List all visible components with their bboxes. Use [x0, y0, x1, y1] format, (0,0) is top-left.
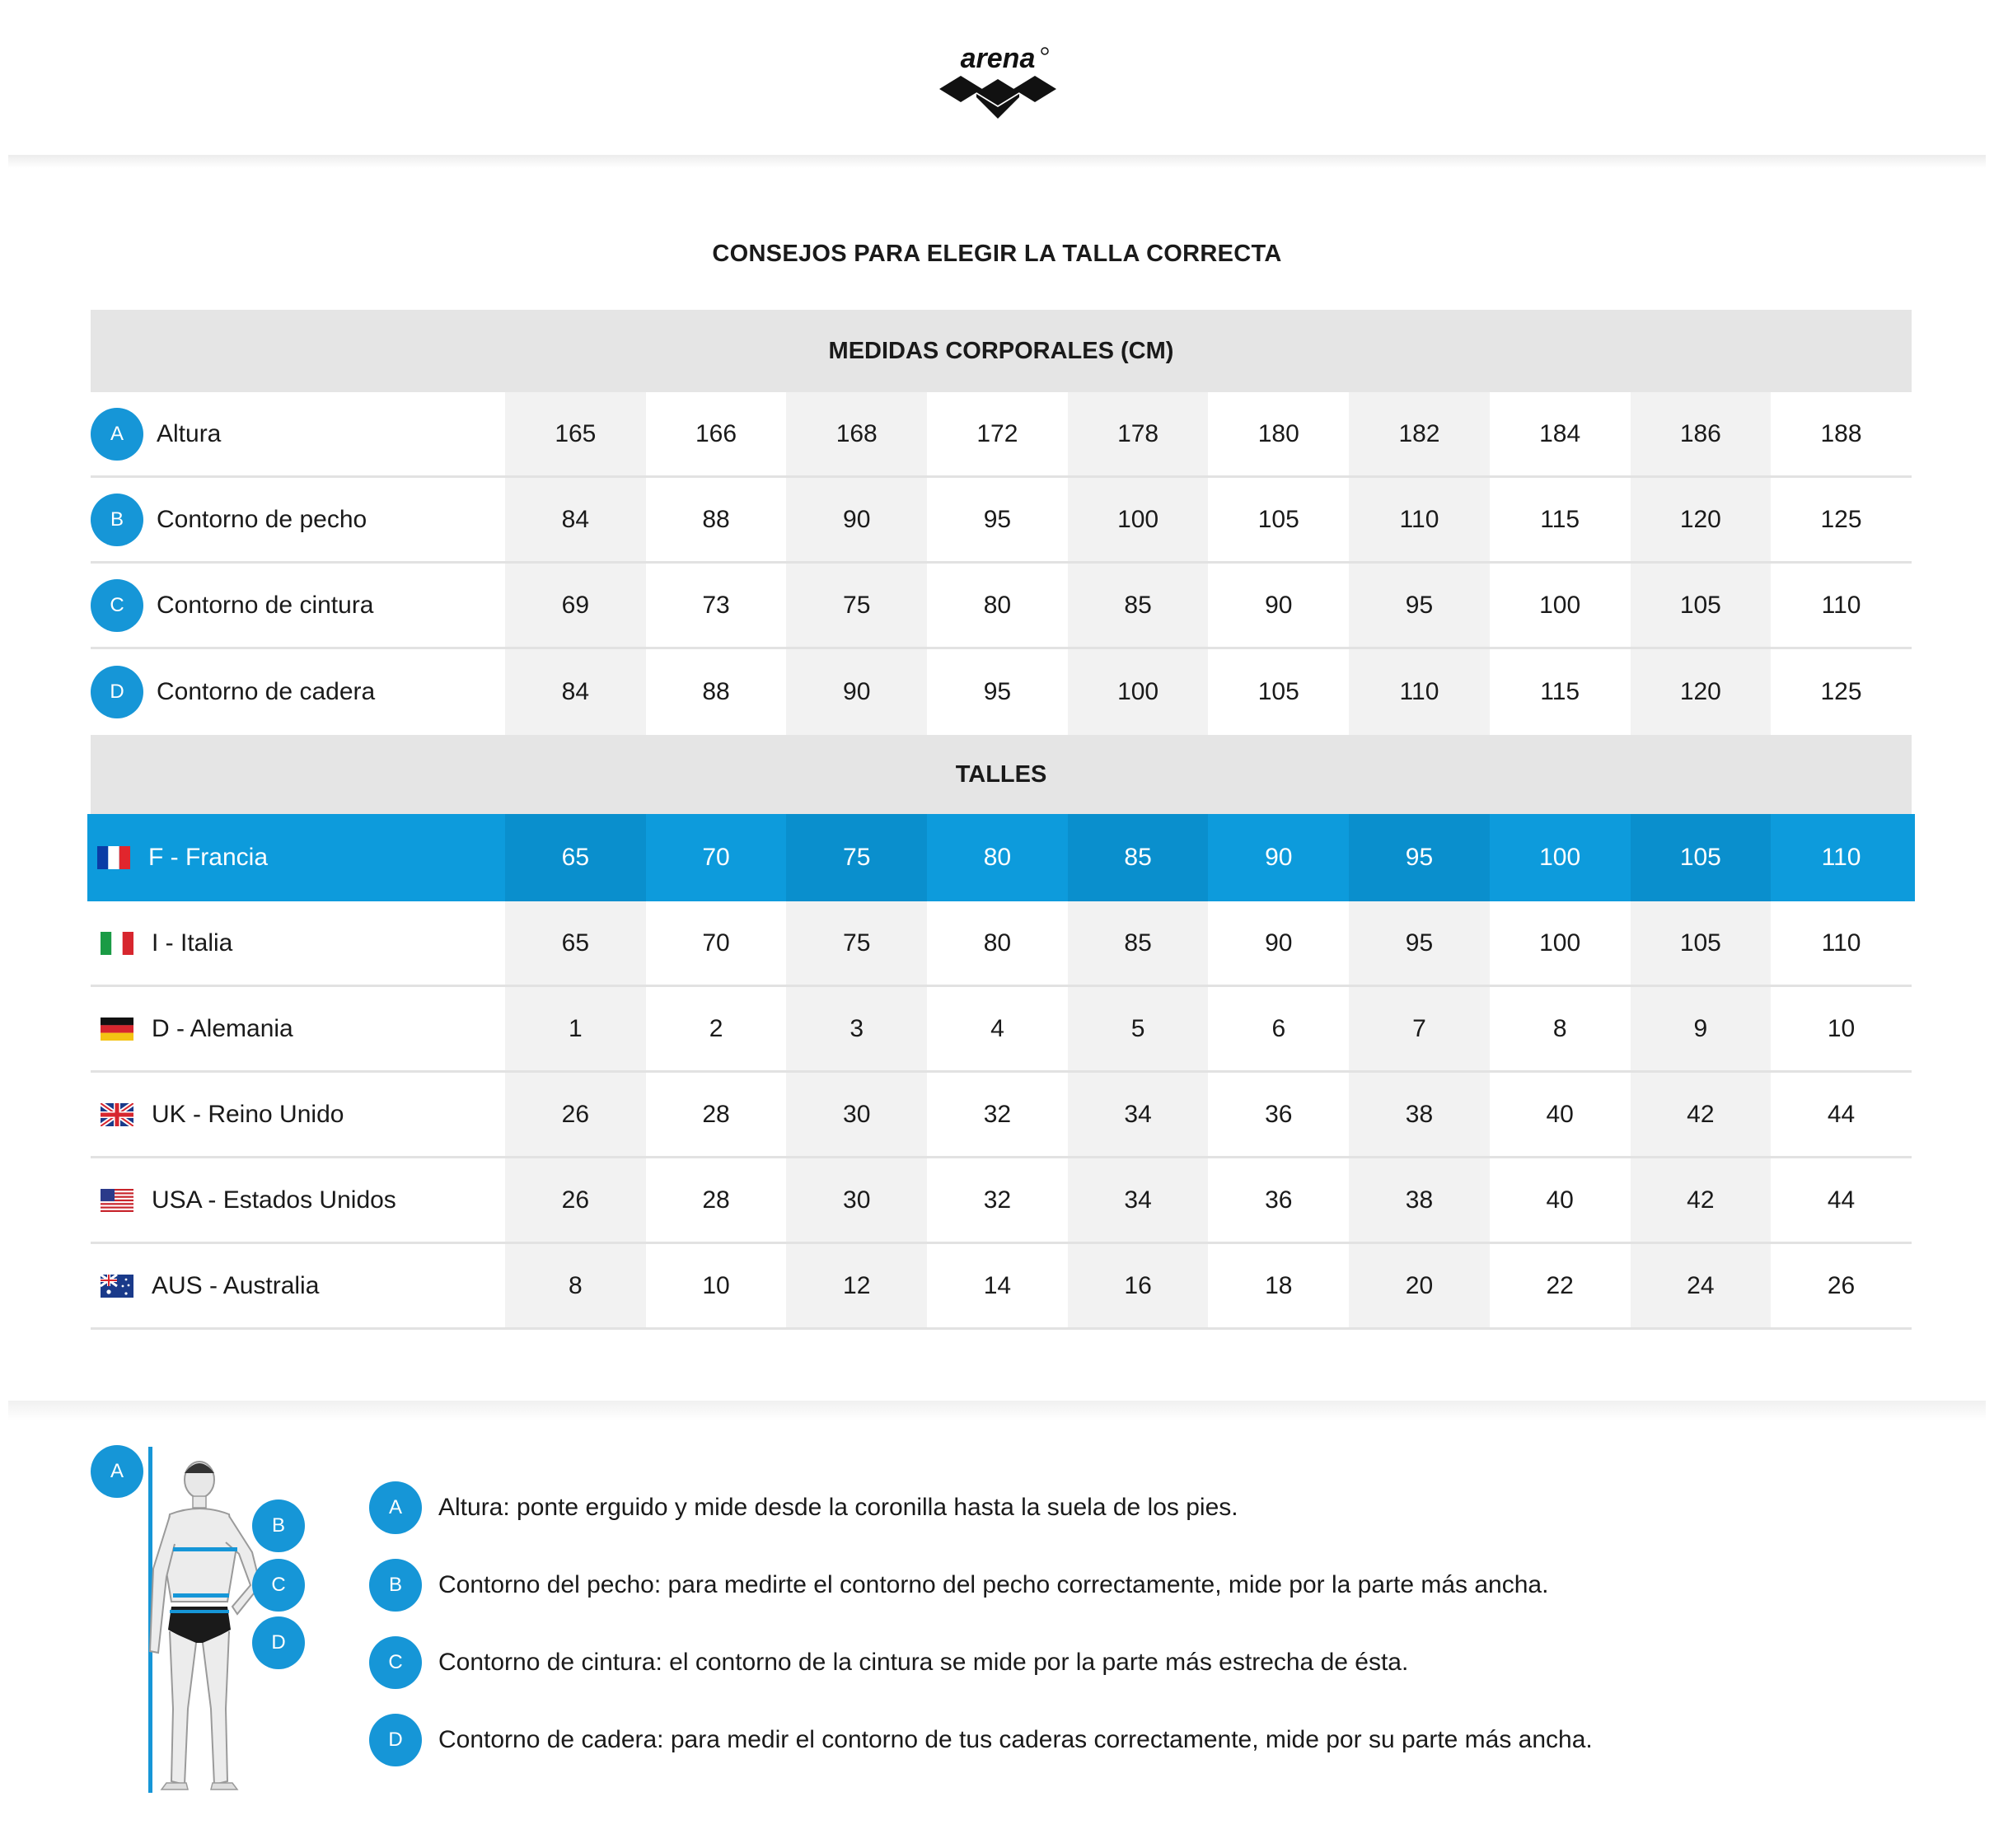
figure-badge-b: B: [252, 1499, 305, 1552]
size-rows: [91, 814, 1912, 1330]
size-value-cell: 30: [786, 1073, 927, 1156]
size-value-cell: 26: [505, 1073, 646, 1156]
tip-text: Contorno del pecho: para medirte el contorno del pecho correctamente, mide por la parte más ancha.: [438, 1571, 1549, 1598]
size-value-cell: 100: [1539, 844, 1581, 871]
size-value-cell: 73: [702, 591, 730, 619]
measurement-label: Altura: [157, 419, 222, 447]
size-value-cell: 34: [1068, 1158, 1209, 1242]
measurement-tips: [369, 1481, 1935, 1791]
size-value-cell: 40: [1546, 1100, 1574, 1128]
size-row: [91, 1073, 1912, 1158]
size-value-cell: 110: [1349, 649, 1490, 735]
country-label: USA - Estados Unidos: [152, 1186, 396, 1214]
size-value-cell: 65: [505, 901, 646, 985]
size-value-cell: 125: [1820, 678, 1862, 705]
size-value-cell: 80: [983, 591, 1012, 619]
country-label-cell: [91, 1244, 505, 1327]
tip-pecho: [369, 1559, 1935, 1612]
size-value-cell: 182: [1349, 392, 1490, 475]
size-value-cell: 36: [1265, 1186, 1293, 1214]
country-label: F - Francia: [148, 844, 269, 871]
page-title: CONSEJOS PARA ELEGIR LA TALLA CORRECTA: [712, 241, 1282, 267]
size-value-cell: 110: [1821, 591, 1861, 619]
measurement-row: [91, 392, 1912, 478]
measurement-row: [91, 649, 1912, 735]
size-value-cell: 115: [1540, 678, 1580, 705]
size-value-cell: 95: [1349, 814, 1490, 901]
size-value-cell: 80: [983, 929, 1012, 957]
measurement-label: Contorno de pecho: [157, 505, 367, 533]
size-value-cell: 110: [1821, 844, 1861, 871]
size-row: [91, 1244, 1912, 1330]
size-value-cell: 75: [786, 564, 927, 647]
size-value-cell: 5: [1068, 987, 1209, 1070]
measurement-label-cell: [91, 564, 505, 647]
size-value-cell: 90: [786, 649, 927, 735]
page-header: [0, 0, 1994, 158]
size-value-cell: 30: [786, 1158, 927, 1242]
size-value-cell: 105: [1257, 505, 1299, 533]
usa-flag-icon: [101, 1189, 133, 1212]
section-header-body-measurements: MEDIDAS CORPORALES (CM): [91, 310, 1912, 392]
size-value-cell: 95: [983, 505, 1012, 533]
size-value-cell: 105: [1631, 564, 1772, 647]
size-value-cell: 32: [983, 1100, 1012, 1128]
size-value-cell: 18: [1265, 1271, 1293, 1299]
country-label-cell: [91, 1073, 505, 1156]
size-value-cell: 105: [1257, 678, 1299, 705]
country-label-cell: [91, 1158, 505, 1242]
tip-text: Contorno de cadera: para medir el contorno de tus caderas correctamente, mide por su parte más ancha.: [438, 1726, 1593, 1753]
size-value-cell: 24: [1631, 1244, 1772, 1327]
size-value-cell: 95: [983, 678, 1012, 705]
tip-badge: B: [369, 1559, 422, 1612]
size-value-cell: 120: [1631, 649, 1772, 735]
tip-cadera: [369, 1714, 1935, 1766]
size-value-cell: 125: [1820, 505, 1862, 533]
size-value-cell: 42: [1631, 1073, 1772, 1156]
size-value-cell: 186: [1631, 392, 1772, 475]
size-value-cell: 168: [786, 392, 927, 475]
section-header-sizes: TALLES: [91, 735, 1912, 814]
measurement-row: [91, 478, 1912, 564]
size-value-cell: 42: [1631, 1158, 1772, 1242]
size-value-cell: 2: [709, 1014, 723, 1042]
size-value-cell: 80: [983, 844, 1012, 871]
size-value-cell: 4: [990, 1014, 1004, 1042]
size-value-cell: 32: [983, 1186, 1012, 1214]
size-value-cell: 100: [1539, 591, 1581, 619]
measurement-badge: D: [91, 666, 143, 718]
size-value-cell: 16: [1068, 1244, 1209, 1327]
size-value-cell: 100: [1068, 649, 1209, 735]
size-value-cell: 105: [1631, 814, 1772, 901]
country-label: D - Alemania: [152, 1014, 293, 1042]
size-value-cell: 88: [702, 505, 730, 533]
measurement-badge: B: [91, 494, 143, 546]
size-value-cell: 172: [976, 419, 1018, 447]
country-label-cell: [87, 814, 505, 901]
size-value-cell: 85: [1068, 901, 1209, 985]
size-value-cell: 84: [505, 478, 646, 561]
measurement-label: Contorno de cadera: [157, 678, 376, 705]
size-row: [91, 901, 1912, 987]
size-value-cell: 110: [1821, 929, 1861, 957]
section-divider: [8, 1401, 1986, 1420]
size-value-cell: 100: [1539, 929, 1581, 957]
size-value-cell: 6: [1271, 1014, 1286, 1042]
size-value-cell: 40: [1546, 1186, 1574, 1214]
figure-badge-d: D: [252, 1616, 305, 1669]
figure-badge-a: A: [91, 1445, 143, 1498]
size-value-cell: 38: [1349, 1158, 1490, 1242]
size-value-cell: 7: [1349, 987, 1490, 1070]
size-value-cell: 84: [505, 649, 646, 735]
country-label: UK - Reino Unido: [152, 1100, 344, 1128]
size-value-cell: 90: [786, 478, 927, 561]
size-value-cell: 88: [702, 678, 730, 705]
size-value-cell: 8: [1552, 1014, 1567, 1042]
body-measurement-rows: [91, 392, 1912, 735]
size-value-cell: 75: [786, 901, 927, 985]
measurement-badge: A: [91, 408, 143, 461]
size-row-highlighted: [87, 814, 1915, 901]
size-value-cell: 110: [1349, 478, 1490, 561]
size-value-cell: 90: [1265, 591, 1293, 619]
tip-altura: [369, 1481, 1935, 1534]
australia-flag-icon: [101, 1275, 133, 1298]
size-value-cell: 44: [1827, 1186, 1856, 1214]
size-value-cell: 1: [505, 987, 646, 1070]
size-value-cell: 90: [1265, 929, 1293, 957]
size-value-cell: 36: [1265, 1100, 1293, 1128]
size-value-cell: 70: [702, 929, 730, 957]
size-value-cell: 115: [1540, 505, 1580, 533]
size-value-cell: 28: [702, 1186, 730, 1214]
size-value-cell: 69: [505, 564, 646, 647]
size-value-cell: 8: [505, 1244, 646, 1327]
size-value-cell: 95: [1349, 564, 1490, 647]
measurement-label-cell: [91, 478, 505, 561]
size-value-cell: 22: [1546, 1271, 1574, 1299]
size-value-cell: 90: [1265, 844, 1293, 871]
size-value-cell: 26: [505, 1158, 646, 1242]
arena-logo: [939, 43, 1056, 119]
size-value-cell: 20: [1349, 1244, 1490, 1327]
size-value-cell: 178: [1068, 392, 1209, 475]
size-value-cell: 26: [1827, 1271, 1856, 1299]
size-value-cell: 9: [1631, 987, 1772, 1070]
size-value-cell: 188: [1820, 419, 1862, 447]
size-value-cell: 70: [702, 844, 730, 871]
country-label: I - Italia: [152, 929, 233, 957]
tip-text: Contorno de cintura: el contorno de la cintura se mide por la parte más estrecha de ésta.: [438, 1649, 1409, 1676]
size-value-cell: 65: [505, 814, 646, 901]
size-value-cell: 34: [1068, 1073, 1209, 1156]
size-value-cell: 105: [1631, 901, 1772, 985]
tip-badge: A: [369, 1481, 422, 1534]
uk-flag-icon: [101, 1103, 133, 1126]
size-value-cell: 3: [786, 987, 927, 1070]
measurement-label-cell: [91, 392, 505, 475]
size-row: [91, 1158, 1912, 1244]
size-value-cell: 28: [702, 1100, 730, 1128]
size-value-cell: 12: [786, 1244, 927, 1327]
size-value-cell: 10: [1827, 1014, 1856, 1042]
tip-badge: D: [369, 1714, 422, 1766]
swimmer-figure-icon: [91, 1445, 305, 1808]
italy-flag-icon: [101, 932, 133, 955]
size-row: [91, 987, 1912, 1073]
country-label-cell: [91, 901, 505, 985]
france-flag-icon: [97, 846, 130, 869]
figure-badge-c: C: [252, 1559, 305, 1612]
size-value-cell: 14: [983, 1271, 1012, 1299]
measurement-label-cell: [91, 649, 505, 735]
size-value-cell: 184: [1539, 419, 1581, 447]
size-value-cell: 95: [1349, 901, 1490, 985]
measurement-badge: C: [91, 579, 143, 632]
size-value-cell: 180: [1257, 419, 1299, 447]
size-value-cell: 10: [702, 1271, 730, 1299]
country-label-cell: [91, 987, 505, 1070]
size-value-cell: 38: [1349, 1073, 1490, 1156]
measurement-label: Contorno de cintura: [157, 591, 374, 619]
germany-flag-icon: [101, 1018, 133, 1041]
tip-text: Altura: ponte erguido y mide desde la coronilla hasta la suela de los pies.: [438, 1494, 1238, 1521]
measurement-row: [91, 564, 1912, 649]
size-value-cell: 165: [505, 392, 646, 475]
size-value-cell: 120: [1631, 478, 1772, 561]
size-value-cell: 85: [1068, 814, 1209, 901]
tip-badge: C: [369, 1636, 422, 1689]
logo-wordmark: arena: [960, 43, 1036, 74]
size-value-cell: 100: [1068, 478, 1209, 561]
tip-cintura: [369, 1636, 1935, 1689]
size-value-cell: 44: [1827, 1100, 1856, 1128]
header-shadow: [8, 155, 1986, 168]
size-table: [91, 310, 1912, 1330]
size-value-cell: 166: [695, 419, 737, 447]
size-value-cell: 85: [1068, 564, 1209, 647]
country-label: AUS - Australia: [152, 1271, 320, 1299]
size-value-cell: 75: [786, 814, 927, 901]
